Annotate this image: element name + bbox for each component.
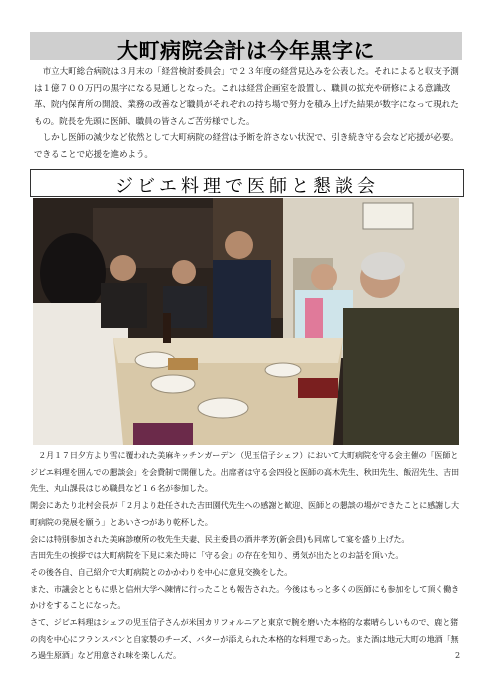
article-2-paragraph-4: 吉田先生の挨拶では大町病院を下見に来た時に「守る会」の存在を知り、勇気が出たとのお話を頂いた。 (30, 550, 404, 561)
article-1-paragraph-1: 市立大町総合病院は３月末の「経営検討委員会」で２３年度の経営見込みを公表した。それによると収支予測は１億７００万円の黒字になる見通しとなった。これは経営企画室を設置し、職員の拡充や研修による意識改革、院内保育所の開設、業務の改善など職員がそれぞれの持ち場で努力を積み上げた結果が数字になって現れたもの。院長を先頭に医師、職員の皆さんご苦労様でした。 (34, 67, 459, 127)
article-2-title-box (30, 169, 464, 197)
article-1-paragraph-2: しかし医師の減少など依然として大町病院の経営は予断を許さない状況で、引き続き守る会など応援が必要。できることで応援を進めよう。 (34, 133, 459, 160)
article-2-body (30, 447, 464, 664)
article-2-paragraph-7: さて、ジビエ料理はシェフの児玉信子さんが米国カリフォルニアと東京で腕を磨いた本格的な素晴らしいもので、鹿と猪の肉を中心にフランスパンと自家製のチーズ、バターが添えられた本格的な料理であった。また酒は地元大町の地酒「無ろ過生原酒」など用意され味を楽しんだ。 (30, 617, 459, 661)
article-2-paragraph-3: 会には特別参加された美麻診療所の牧先生夫妻、民主委員の酒井孝芳(新会員)も同席して宴を盛り上げた。 (30, 533, 410, 544)
dinner-meeting-photo (33, 198, 459, 445)
article-1-title-bar (30, 32, 462, 63)
article-2-title: ジビエ料理で医師と懇談会 (115, 176, 379, 197)
article-1-title: 大町病院会計は今年黒字に (117, 39, 375, 63)
article-1-body (34, 64, 462, 164)
page-number: 2 (455, 651, 461, 660)
article-2-paragraph-2: 開会にあたり北村会長が「２月より赴任された吉田園代先生への感謝と歓迎、医師との懇談の場ができたことに感謝し大町病院の発展を願う」とあいさつがあり乾杯した。 (30, 500, 459, 527)
dinner-meeting-photo-illustration (33, 198, 459, 445)
article-2-paragraph-5: その後各自、自己紹介で大町病院とのかかわりを中心に意見交換をした。 (30, 566, 293, 577)
article-2-paragraph-1: ２月１７日夕方より雪に覆われた美麻キッチンガーデン（児玉信子シェフ）において大町病院を守る会主催の「医師とジビエ料理を囲んでの懇談会」を会費制で開催した。出席者は守る会四役と医師の高木先生、秋田先生、飯沼先生、吉田先生、丸山課長はじめ職員など１６名が参加した。 (30, 450, 459, 494)
article-2-paragraph-6: また、市議会とともに県と信州大学へ陳情に行ったことも報告された。今後はもっと多くの医師にも参加をして頂く働きかけをすることになった。 (30, 583, 459, 611)
